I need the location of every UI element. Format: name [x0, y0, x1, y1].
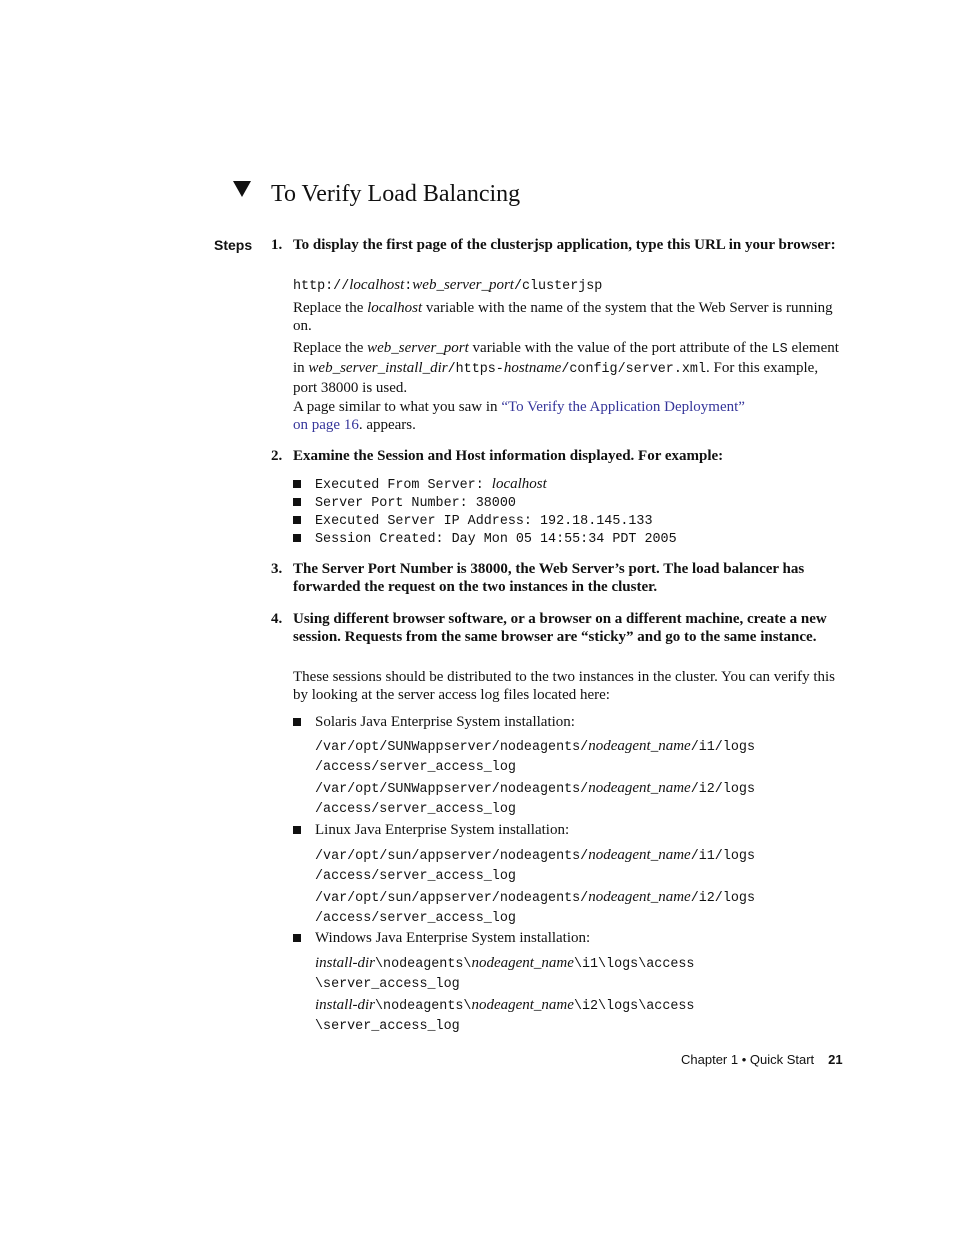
step-1-url: http://localhost:web_server_port/clusterjsp	[293, 277, 603, 294]
step-3-number: 3.	[271, 561, 283, 577]
page-number: 21	[828, 1052, 843, 1067]
session-info-item: Session Created: Day Mon 05 14:55:34 PDT 2005	[315, 532, 677, 547]
bullet-icon	[293, 493, 305, 506]
step-1-paragraph-3: A page similar to what you saw in “To Verify the Application Deployment” on page 16. appears.	[293, 399, 745, 433]
bullet-icon	[293, 821, 305, 834]
log-path: /var/opt/SUNWappserver/nodeagents/nodeagent_name/i1/logs /access/server_access_log	[315, 738, 755, 775]
log-path: /var/opt/sun/appserver/nodeagents/nodeagent_name/i1/logs /access/server_access_log	[315, 847, 755, 884]
log-path: /var/opt/SUNWappserver/nodeagents/nodeagent_name/i2/logs /access/server_access_log	[315, 780, 755, 817]
session-info-item: Executed From Server: localhost	[315, 476, 547, 493]
session-info-item: Server Port Number: 38000	[315, 496, 516, 511]
step-1-paragraph-1: Replace the localhost variable with the name of the system that the Web Server is running on.	[293, 300, 833, 334]
page-footer	[681, 1051, 843, 1069]
session-info-item: Executed Server IP Address: 192.18.145.133	[315, 514, 653, 529]
step-4-title: Using different browser software, or a browser on a different machine, create a new session. Requests from the same browser are “sticky” and go to the same instance.	[293, 611, 827, 645]
step-1-paragraph-2: Replace the web_server_port variable with the value of the port attribute of the LS element in web_server_install_dir/https-hostname/config/server.xml. For this example, port 38000 is used.	[293, 340, 839, 396]
step-2-title: Examine the Session and Host information displayed. For example:	[293, 448, 724, 464]
section-heading	[233, 178, 520, 210]
log-path: install-dir\nodeagents\nodeagent_name\i2\logs\access \server_access_log	[315, 997, 695, 1034]
bullet-icon	[293, 475, 305, 488]
bullet-icon	[293, 713, 305, 726]
bullet-icon	[293, 511, 305, 524]
step-2-number: 2.	[271, 448, 283, 464]
log-path: install-dir\nodeagents\nodeagent_name\i1\logs\access \server_access_log	[315, 955, 695, 992]
cross-reference-link[interactable]: “To Verify the Application Deployment” on page 16	[293, 399, 745, 433]
steps-label: Steps	[214, 237, 253, 253]
linux-label: Linux Java Enterprise System installation:	[315, 822, 570, 838]
step-4-number: 4.	[271, 611, 283, 627]
windows-label: Windows Java Enterprise System installation:	[315, 930, 591, 946]
log-path: /var/opt/sun/appserver/nodeagents/nodeagent_name/i2/logs /access/server_access_log	[315, 889, 755, 926]
chapter-label: Chapter 1 • Quick Start	[681, 1052, 815, 1067]
heading-text: To Verify Load Balancing	[271, 181, 521, 207]
step-1-title: To display the first page of the clusterjsp application, type this URL in your browser:	[293, 237, 836, 253]
step-3-title: The Server Port Number is 38000, the Web Server’s port. The load balancer has forwarded the request on the two instances in the cluster.	[293, 561, 805, 595]
bullet-icon	[293, 929, 305, 942]
bullet-icon	[293, 529, 305, 542]
step-1-number: 1.	[271, 237, 283, 253]
step-4-body: These sessions should be distributed to the two instances in the cluster. You can verify this by looking at the server access log files located here:	[293, 669, 836, 703]
solaris-label: Solaris Java Enterprise System installation:	[315, 714, 575, 730]
triangle-down-icon	[233, 181, 251, 197]
